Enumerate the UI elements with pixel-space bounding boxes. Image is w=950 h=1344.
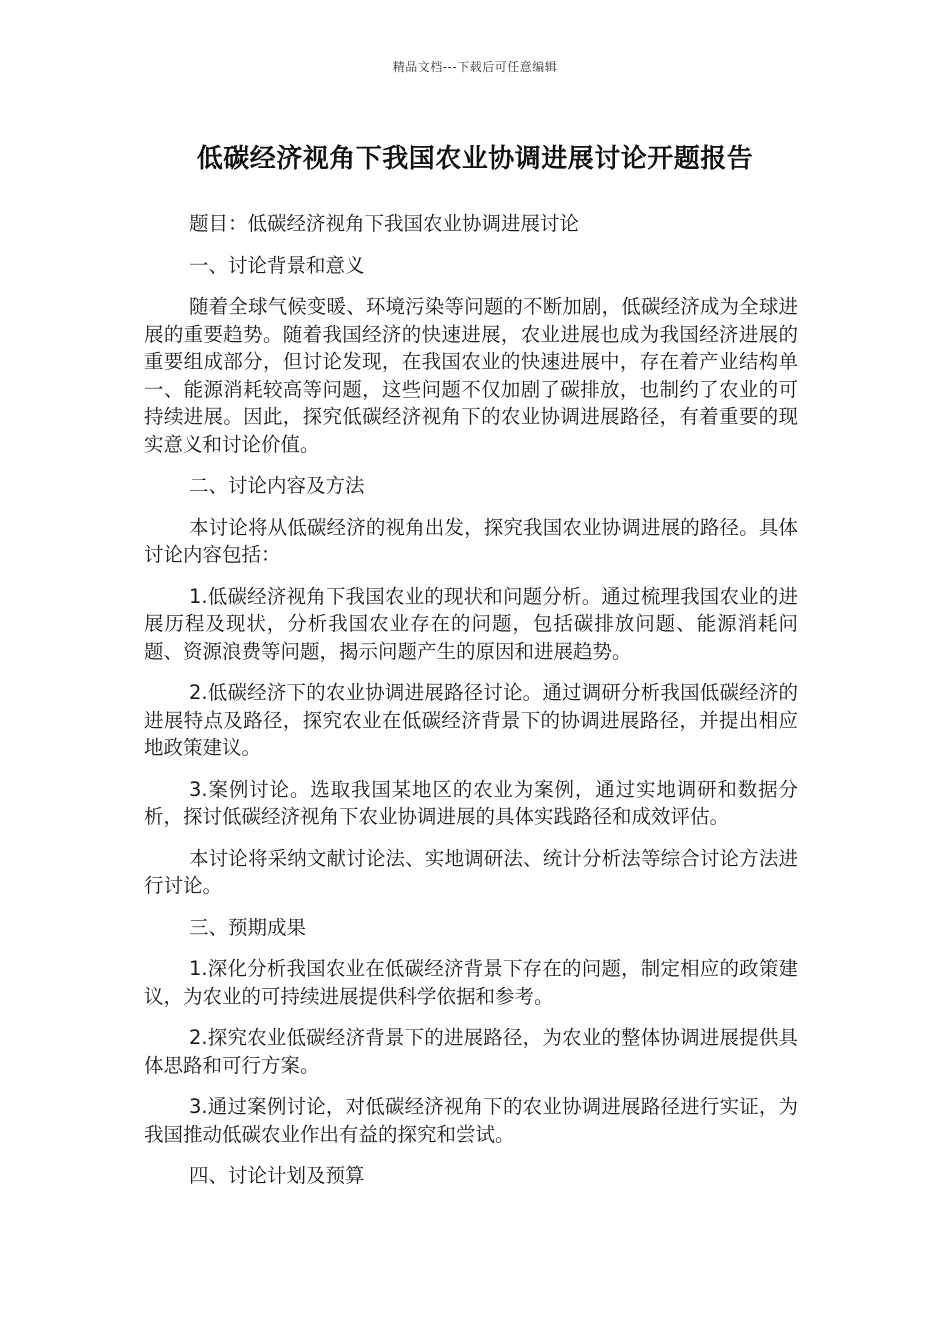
paragraph-methods: 本讨论将采纳文献讨论法、实地调研法、统计分析法等综合讨论方法进行讨论。 bbox=[144, 846, 798, 897]
paragraph-content-intro: 本讨论将从低碳经济的视角出发，探究我国农业协调进展的路径。具体讨论内容包括： bbox=[144, 515, 798, 566]
topic-line: 题目：低碳经济视角下我国农业协调进展讨论 bbox=[189, 212, 580, 235]
header-note: 精品文档---下载后可任意编辑 bbox=[392, 60, 558, 74]
paragraph-content-item-1: 1.低碳经济视角下我国农业的现状和问题分析。通过梳理我国农业的进展历程及现状，分析我国农业存在的问题，包括碳排放问题、能源消耗问题、资源浪费等问题，揭示问题产生的原因和进展趋势。 bbox=[144, 584, 798, 663]
paragraph-content-item-2: 2.低碳经济下的农业协调进展路径讨论。通过调研分析我国低碳经济的进展特点及路径，探究农业在低碳经济背景下的协调进展路径，并提出相应地政策建议。 bbox=[144, 681, 798, 759]
paragraph-content-item-3: 3.案例讨论。选取我国某地区的农业为案例，通过实地调研和数据分析，探讨低碳经济视角下农业协调进展的具体实践路径和成效评估。 bbox=[144, 777, 798, 828]
section-heading-content-methods: 二、讨论内容及方法 bbox=[189, 474, 365, 497]
section-heading-plan-budget: 四、讨论计划及预算 bbox=[189, 1164, 365, 1187]
paragraph-result-2: 2.探究农业低碳经济背景下的进展路径，为农业的整体协调进展提供具体思路和可行方案。 bbox=[144, 1026, 798, 1077]
document-body bbox=[144, 210, 798, 1204]
paragraph-result-1: 1.深化分析我国农业在低碳经济背景下存在的问题，制定相应的政策建议，为农业的可持续进展提供科学依据和参考。 bbox=[144, 957, 798, 1008]
section-heading-expected-results: 三、预期成果 bbox=[189, 915, 307, 939]
paragraph-result-3: 3.通过案例讨论，对低碳经济视角下的农业协调进展路径进行实证，为我国推动低碳农业作出有益的探究和尝试。 bbox=[144, 1095, 798, 1146]
section-heading-background: 一、讨论背景和意义 bbox=[189, 253, 365, 277]
paragraph-background: 随着全球气候变暖、环境污染等问题的不断加剧，低碳经济成为全球进展的重要趋势。随着我国经济的快速进展，农业进展也成为我国经济进展的重要组成部分，但讨论发现，在我国农业的快速进展中，存在着产业结构单一、能源消耗较高等问题，这些问题不仅加剧了碳排放，也制约了农业的可持续进展。因此，探究低碳经济视角下的农业协调进展路径，有着重要的现实意义和讨论价值。 bbox=[144, 295, 798, 456]
document-title: 低碳经济视角下我国农业协调进展讨论开题报告 bbox=[196, 144, 754, 174]
